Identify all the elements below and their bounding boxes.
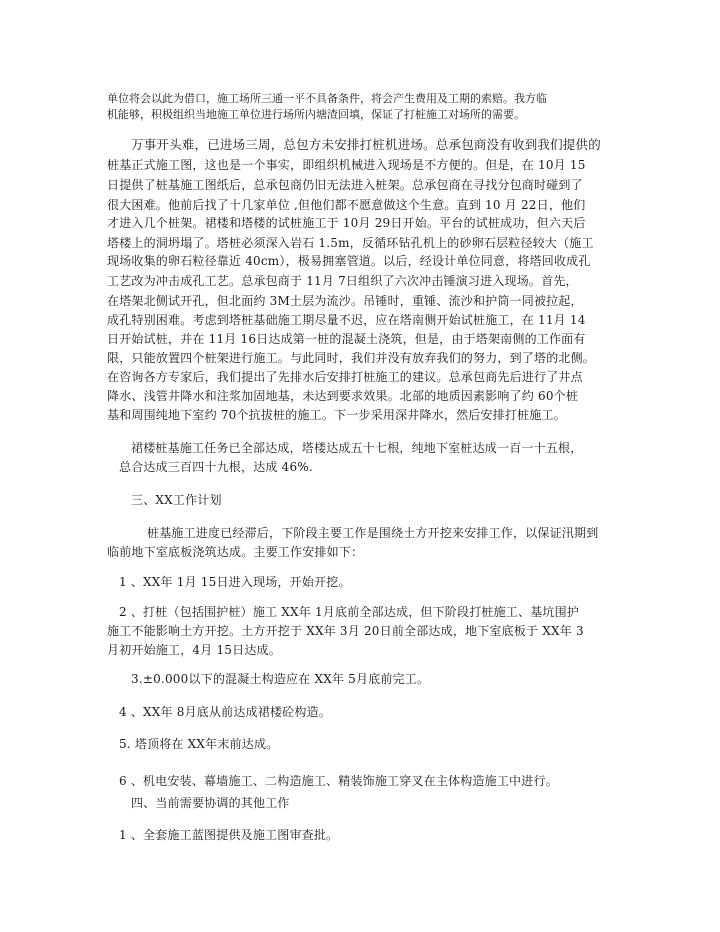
text-line: 施工不能影响土方开挖。土方开挖于 XX年 3月 20日前全部达成，地下室底板于 XX年 3 bbox=[107, 624, 584, 638]
text-line: 现场收集的卵石粒径靠近 40cm），极易拥塞管道。以后，经设计单位同意，将塔回收成孔 bbox=[107, 254, 591, 268]
list-item: 4 、XX年 8月底从前达成裙楼砼构造。 bbox=[119, 705, 331, 719]
text-line: 机能够，积极组织当地施工单位进行场所内塘渣回填，保证了打桩施工对场所的需要。 bbox=[107, 108, 525, 121]
text-line: 工艺改为冲击成孔工艺。总承包商于 11月 7日组织了六次冲击锤演习进入现场。首先， bbox=[107, 274, 578, 288]
text-line: 日提供了桩基施工图纸后，总承包商仍旧无法进入桩架。总承包商在寻找分包商时碰到了 bbox=[107, 178, 583, 192]
list-item: 5. 塔顶将在 XX年末前达成。 bbox=[119, 737, 279, 751]
text-line: 才进入几个桩架。裙楼和塔楼的试桩施工于 10月 29日开始。平台的试桩成功，但六天后 bbox=[107, 216, 586, 230]
text-line: 日开始试桩，并在 11月 16日达成第一桩的混凝土浇筑，但是，由于塔架南侧的工作面有 bbox=[107, 332, 586, 346]
text-line: 月初开始施工，4月 15日达成。 bbox=[107, 643, 281, 657]
text-line: 单位将会以此为借口，施工场所三通一平不具备条件，将会产生费用及工期的索赔。我方临 bbox=[107, 92, 547, 105]
text-line: 桩基施工进度已经滞后，下阶段主要工作是围绕土方开挖来安排工作，以保证汛期到 bbox=[147, 526, 599, 540]
text-line: 基和周围纯地下室约 70个抗拔桩的施工。下一步采用深井降水，然后安排打桩施工。 bbox=[107, 408, 566, 422]
text-line: 裙楼桩基施工任务已全部达成，塔楼达成五十七根，纯地下室桩达成一百一十五根， bbox=[131, 441, 583, 455]
text-line: 在塔架北侧试开孔，但北面约 3M土层为流沙。吊锤时，重锤、流沙和护筒一同被拉起， bbox=[107, 294, 583, 308]
text-line: 在咨询各方专家后，我们提出了先排水后安排打桩施工的建议。总承包商先后进行了井点 bbox=[107, 370, 583, 384]
section-heading: 三、XX工作计划 bbox=[131, 493, 222, 507]
text-line: 总合达成三百四十九根，达成 46%. bbox=[119, 460, 313, 474]
text-line: 降水、浅管井降水和注浆加固地基，未达到要求效果。北部的地质因素影响了约 60个桩 bbox=[107, 389, 579, 403]
text-line: 很大困难。他前后找了十几家单位 ,但他们都不愿意做这个生意。直到 10 月 22日，他们 bbox=[107, 198, 586, 212]
list-item: 1 、全套施工蓝图提供及施工图审查批。 bbox=[119, 828, 339, 842]
list-item: 1 、XX年 1月 15日进入现场，开始开挖。 bbox=[119, 575, 351, 589]
text-line: 临前地下室底板浇筑达成。主要工作安排如下： bbox=[107, 545, 364, 559]
text-line: 万事开头难，已进场三周，总包方未安排打桩机进场。总承包商没有收到我们提供的 bbox=[131, 137, 601, 152]
text-line: 塔楼上的洞坍塌了。塔桩必须深入岩石 1.5m，反循环钻孔机上的砂卵石层粒径较大（施工 bbox=[107, 236, 594, 250]
section-heading: 四、当前需要协调的其他工作 bbox=[131, 796, 290, 810]
list-item: 2 、打桩（包括围护桩）施工 XX年 1月底前全部达成，但下阶段打桩施工、基坑围护 bbox=[119, 605, 580, 619]
text-line: 限，只能放置四个桩架进行施工。与此同时，我们并没有放弃我们的努力，到了塔的北侧。 bbox=[107, 351, 596, 365]
text-line: 桩基正式施工图，这也是一个事实，即组织机械进入现场是不方便的。但是，在 10月 15 bbox=[107, 158, 586, 172]
list-item: 6 、机电安装、幕墙施工、二构造施工、精装饰施工穿叉在主体构造施工中进行。 bbox=[119, 774, 558, 788]
text-line: 成孔特别困难。考虑到塔桩基础施工期尽量不迟，应在塔南侧开始试桩施工，在 11月 14 bbox=[107, 313, 586, 327]
list-item: 3.±0.000以下的混凝土构造应在 XX年 5月底前完工。 bbox=[131, 672, 430, 686]
